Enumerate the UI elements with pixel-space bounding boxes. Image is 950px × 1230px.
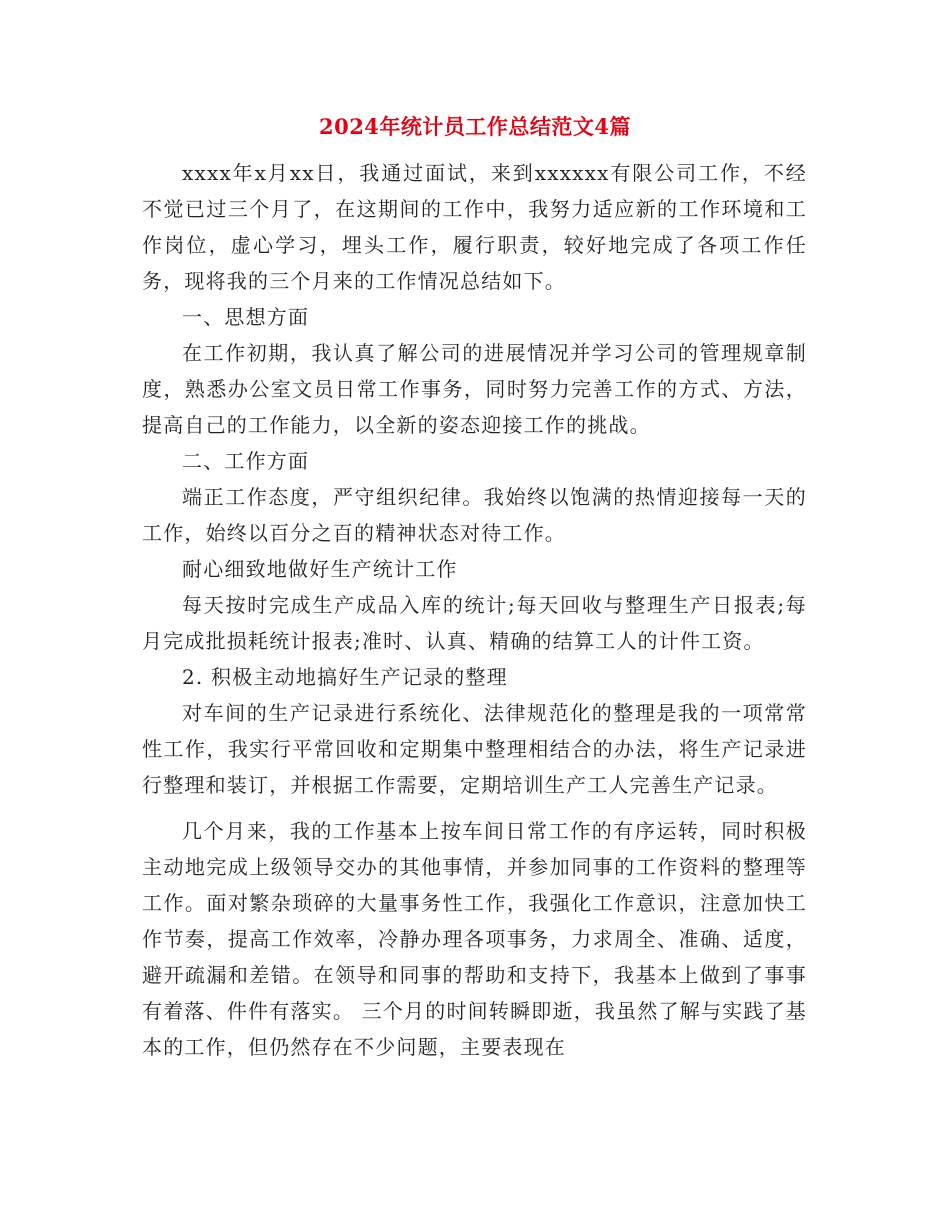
section-heading-work: 二、工作方面 [182,449,310,473]
subheading-statistics: 耐心细致地做好生产统计工作 [182,557,458,581]
paragraph-attitude: 端正工作态度，严守组织纪律。我始终以饱满的热情迎接每一天的工作，始终以百分之百的精神状态对待工作。 [142,485,807,545]
paragraph-statistics: 每天按时完成生产成品入库的统计;每天回收与整理生产日报表;每月完成批损耗统计报表;准时、认真、精确的结算工人的计件工资。 [142,593,807,653]
document-title: 2024年统计员工作总结范文4篇 [318,114,632,139]
document-body [142,155,807,1065]
paragraph-intro: xxxx年x月xx日，我通过面试，来到xxxxxx有限公司工作，不经不觉已过三个月了，在这期间的工作中，我努力适应新的工作环境和工作岗位，虚心学习，埋头工作，履行职责，较好地完成了各项工作任务，现将我的三个月来的工作情况总结如下。 [142,161,807,293]
paragraph-summary: 几个月来，我的工作基本上按车间日常工作的有序运转，同时积极主动地完成上级领导交办的其他事情，并参加同事的工作资料的整理等工作。面对繁杂琐碎的大量事务性工作，我强化工作意识，注意加快工作节奏，提高工作效率，冷静办理各项事务，力求周全、准确、适度，避开疏漏和差错。在领导和同事的帮助和支持下，我基本上做到了事事有着落、件件有落实。 三个月的时间转瞬即逝，我虽然了解与实践了基本的工作，但仍然存在不少问题，主要表现在 [142,819,807,1059]
paragraph-records: 对车间的生产记录进行系统化、法律规范化的整理是我的一项常常性工作，我实行平常回收和定期集中整理相结合的办法，将生产记录进行整理和装订，并根据工作需要，定期培训生产工人完善生产记录。 [142,701,807,797]
section-heading-ideology: 一、思想方面 [182,305,310,329]
subheading-records: 2. 积极主动地搞好生产记录的整理 [182,665,508,689]
paragraph-ideology: 在工作初期，我认真了解公司的进展情况并学习公司的管理规章制度，熟悉办公室文员日常工作事务，同时努力完善工作的方式、方法，提高自己的工作能力，以全新的姿态迎接工作的挑战。 [142,341,807,437]
